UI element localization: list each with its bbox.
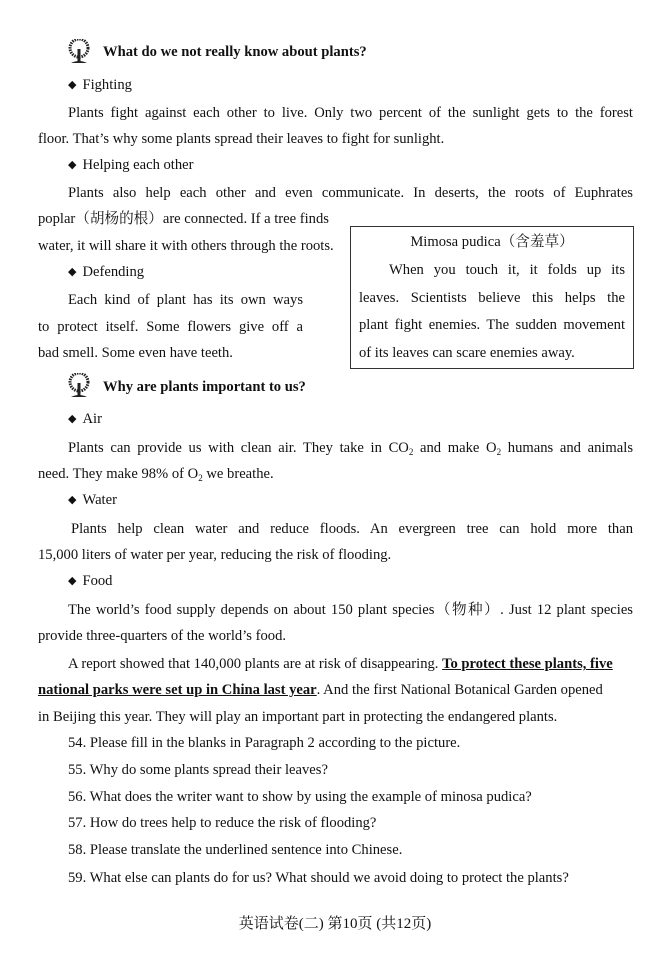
underlined-sentence: national parks were set up in China last year <box>38 682 317 698</box>
paragraph-line: Plants fight against each other to live. Only two percent of the sunlight gets to the forest <box>68 105 633 121</box>
bullet-defending: ◆ Defending <box>68 262 144 282</box>
paragraph-line: Plants also help each other and even communicate. In deserts, the roots of Euphrates <box>68 185 633 201</box>
box-line: When you touch it, it folds up its <box>389 262 625 278</box>
box-line: leaves. Scientists believe this helps the <box>359 290 625 306</box>
paragraph-line <box>38 680 633 700</box>
paragraph-line: floor. That’s why some plants spread their leaves to fight for sunlight. <box>38 131 445 147</box>
text: need. They make 98% of O <box>38 466 199 482</box>
paragraph-line <box>68 438 633 458</box>
paragraph-line <box>38 464 633 484</box>
page-footer: 英语试卷(二) 第10页 (共12页) <box>238 916 432 932</box>
paragraph-line: Each kind of plant has its own ways <box>68 292 303 308</box>
box-line: plant fight enemies. The sudden movement <box>359 317 625 333</box>
question-58: 58. Please translate the underlined sentence into Chinese. <box>68 842 403 858</box>
question-54: 54. Please fill in the blanks in Paragraph 2 according to the picture. <box>68 735 461 751</box>
paragraph-line: poplar（胡杨的根）are connected. If a tree finds <box>38 211 329 227</box>
subscript: 2 <box>496 447 502 457</box>
bullet-food: ◆ Food <box>68 571 112 591</box>
question-59: 59. What else can plants do for us? What should we avoid doing to protect the plants? <box>68 870 569 886</box>
paragraph-line: to protect itself. Some flowers give off a <box>38 319 303 335</box>
paragraph-line: The world’s food supply depends on about 150 plant species（物种）. Just 12 plant species <box>68 602 633 618</box>
paragraph-line: water, it will share it with others through the roots. <box>38 238 334 254</box>
paragraph-line: bad smell. Some even have teeth. <box>38 345 233 361</box>
question-56: 56. What does the writer want to show by using the example of minosa pudica? <box>68 789 532 805</box>
paragraph-line: in Beijing this year. They will play an important part in protecting the endangered plants. <box>38 709 558 725</box>
text: humans and animals <box>501 440 633 456</box>
paragraph-line: provide three-quarters of the world’s food. <box>38 628 287 644</box>
bullet-air: ◆ Air <box>68 409 102 429</box>
tree-icon <box>66 39 92 65</box>
text: A report showed that 140,000 plants are at risk of disappearing. <box>68 656 443 672</box>
section-heading: Why are plants important to us? <box>103 379 306 395</box>
paragraph-line: 15,000 liters of water per year, reducing the risk of flooding. <box>38 547 392 563</box>
question-55: 55. Why do some plants spread their leaves? <box>68 762 328 778</box>
section-heading: What do we not really know about plants? <box>103 44 367 60</box>
paragraph-line <box>68 654 633 674</box>
question-57: 57. How do trees help to reduce the risk of flooding? <box>68 815 377 831</box>
text: Plants can provide us with clean air. They take in CO <box>68 440 409 456</box>
subscript: 2 <box>198 473 203 483</box>
bullet-helping: ◆ Helping each other <box>68 155 194 175</box>
paragraph-line: Plants help clean water and reduce floods. An evergreen tree can hold more than <box>71 521 633 537</box>
box-line: of its leaves can scare enemies away. <box>359 345 575 361</box>
text: . And the first National Botanical Garden opened <box>316 682 603 698</box>
mimosa-info-box <box>350 226 634 369</box>
underlined-sentence: To protect these plants, five <box>442 656 613 672</box>
text: we breathe. <box>202 466 274 482</box>
subscript: 2 <box>408 447 414 457</box>
bullet-fighting: ◆ Fighting <box>68 75 132 95</box>
tree-icon <box>66 373 92 399</box>
box-title: Mimosa pudica（含羞草） <box>410 234 574 250</box>
bullet-water: ◆ Water <box>68 490 117 510</box>
text: and make O <box>413 440 497 456</box>
